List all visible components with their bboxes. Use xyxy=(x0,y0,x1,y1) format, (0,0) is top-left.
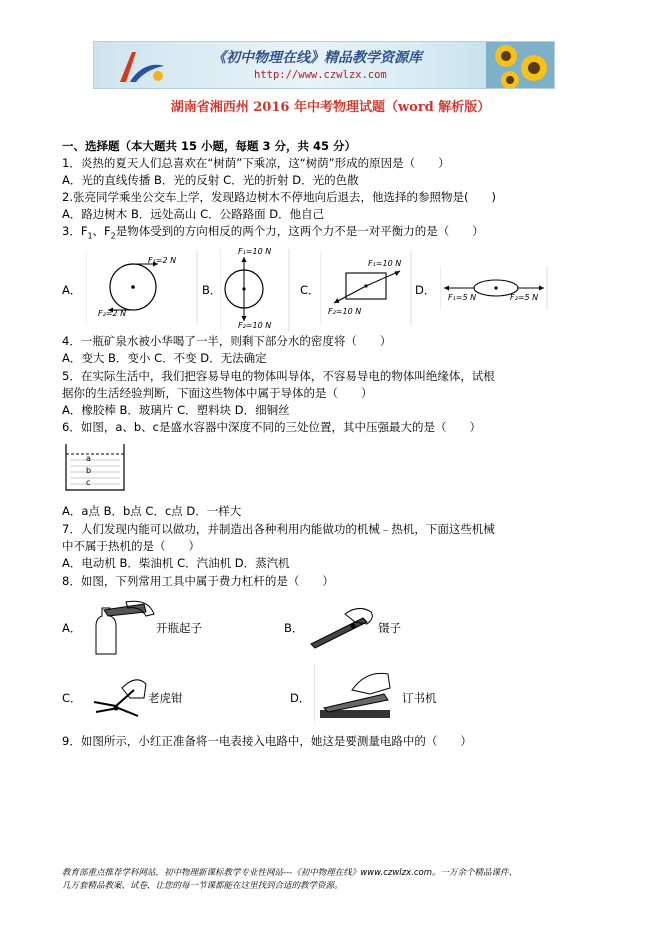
q8-option-d-letter: D． xyxy=(290,691,311,705)
q3-option-b-letter: B． xyxy=(202,283,222,297)
q8-option-b-name: 镊子 xyxy=(378,621,401,635)
q3-a-f2-label: F₂=2 N xyxy=(98,309,127,318)
q6-container-figure xyxy=(62,440,128,496)
q2-options: A．路边树木 B．远处高山 C．公路路面 D．他自己 xyxy=(62,207,325,221)
q8-pliers-figure xyxy=(86,668,148,724)
q9-stem: 9．如图所示，小红正准备将一电表接入电路中，她这是要测量电路中的（ ） xyxy=(62,734,472,748)
q5-stem-line2: 据你的生活经验判断，下面这些物体中属于导体的是（ ） xyxy=(62,386,373,400)
q6-stem: 6．如图，a、b、c是盛水容器中深度不同的三处位置，其中压强最大的是（ ） xyxy=(62,420,481,434)
q8-option-a-letter: A． xyxy=(62,621,82,635)
q3-d-f1-label: F₁=5 N xyxy=(448,293,477,302)
q3-figure-a xyxy=(86,251,198,323)
q1-stem: 1．炎热的夏天人们总喜欢在“树荫”下乘凉，这“树荫”形成的原因是（ ） xyxy=(62,156,450,170)
q3-c-f1-label: F₁=10 N xyxy=(368,259,402,268)
q3-b-f2-label: F₂=10 N xyxy=(238,321,272,330)
q7-stem-line2: 中不属于热机的是（ ） xyxy=(62,539,200,553)
footer-line2: 几万套精品教案、试卷，让您的每一节课都能在这里找到合适的教学资源。 xyxy=(62,881,343,891)
q8-stapler-figure xyxy=(314,664,398,722)
q6-point-c: c xyxy=(86,478,91,487)
q6-options: A．a点 B．b点 C．c点 D．一样大 xyxy=(62,504,242,518)
q3-c-f2-label: F₂=10 N xyxy=(328,307,362,316)
site-logo-icon xyxy=(112,46,172,86)
q7-stem-line1: 7．人们发现内能可以做功，并制造出各种利用内能做功的机械﹣热机，下面这些机械 xyxy=(62,522,495,536)
q3-d-f2-label: F₂=5 N xyxy=(510,293,539,302)
q2-stem: 2.张亮同学乘坐公交车上学，发现路边树木不停地向后退去，他选择的参照物是( ) xyxy=(62,190,496,204)
q6-point-b: b xyxy=(86,466,92,475)
q4-stem: 4．一瓶矿泉水被小华喝了一半，则剩下部分水的密度将（ ） xyxy=(62,334,392,348)
q4-options: A．变大 B．变小 C．不变 D．无法确定 xyxy=(62,351,267,365)
banner-title: 《初中物理在线》精品教学资源库 xyxy=(212,50,422,66)
q3-stem: 3．$F_1$、$F_2$是物体受到的方向相反的两个力，这两个力不是一对平衡力的是（ ） xyxy=(62,224,484,241)
section-heading: 一、选择题（本大题共 15 小题，每题 3 分，共 45 分） xyxy=(62,139,357,153)
q8-option-c-letter: C． xyxy=(62,691,82,705)
q1-options: A．光的直线传播 B．光的反射 C．光的折射 D．光的色散 xyxy=(62,173,359,187)
q3-figure-c xyxy=(320,251,412,325)
q7-options: A．电动机 B．柴油机 C．汽油机 D．蒸汽机 xyxy=(62,556,290,570)
banner-url[interactable]: http://www.czwlzx.com xyxy=(254,69,387,81)
q5-stem-line1: 5．在实际生活中，我们把容易导电的物体叫导体，不容易导电的物体叫绝缘体，试根 xyxy=(62,369,495,383)
q3-option-d-letter: D． xyxy=(415,283,436,297)
q5-options: A．橡胶棒 B．玻璃片 C．塑料块 D．细铜丝 xyxy=(62,403,290,417)
q3-figure-b xyxy=(220,249,290,331)
q3-b-f1-label: F₁=10 N xyxy=(238,247,272,256)
q3-option-a-letter: A． xyxy=(62,283,82,297)
q6-point-a: a xyxy=(86,454,91,463)
site-banner xyxy=(93,41,555,89)
q8-option-a-name: 开瓶起子 xyxy=(156,621,202,635)
q8-option-b-letter: B． xyxy=(284,621,304,635)
q8-bottle-opener-figure xyxy=(86,600,156,656)
q8-option-d-name: 订书机 xyxy=(402,691,437,705)
footer-line1: 教育部重点推荐学科网站，初中物理新课标教学专业性网站---《初中物理在线》www.czwlzx.com。一万余个精品课件、 xyxy=(62,868,518,878)
q8-tweezers-figure xyxy=(305,604,377,650)
sunflower-icon xyxy=(486,42,554,88)
q8-stem: 8．如图，下列常用工具中属于费力杠杆的是（ ） xyxy=(62,574,334,588)
q3-figure-d xyxy=(440,266,548,310)
q3-a-f1-label: F₁=2 N xyxy=(148,256,177,265)
q3-option-c-letter: C． xyxy=(300,283,320,297)
page-title: 湖南省湘西州 2016 年中考物理试题（word 解析版） xyxy=(170,100,491,115)
q8-option-c-name: 老虎钳 xyxy=(148,691,183,705)
